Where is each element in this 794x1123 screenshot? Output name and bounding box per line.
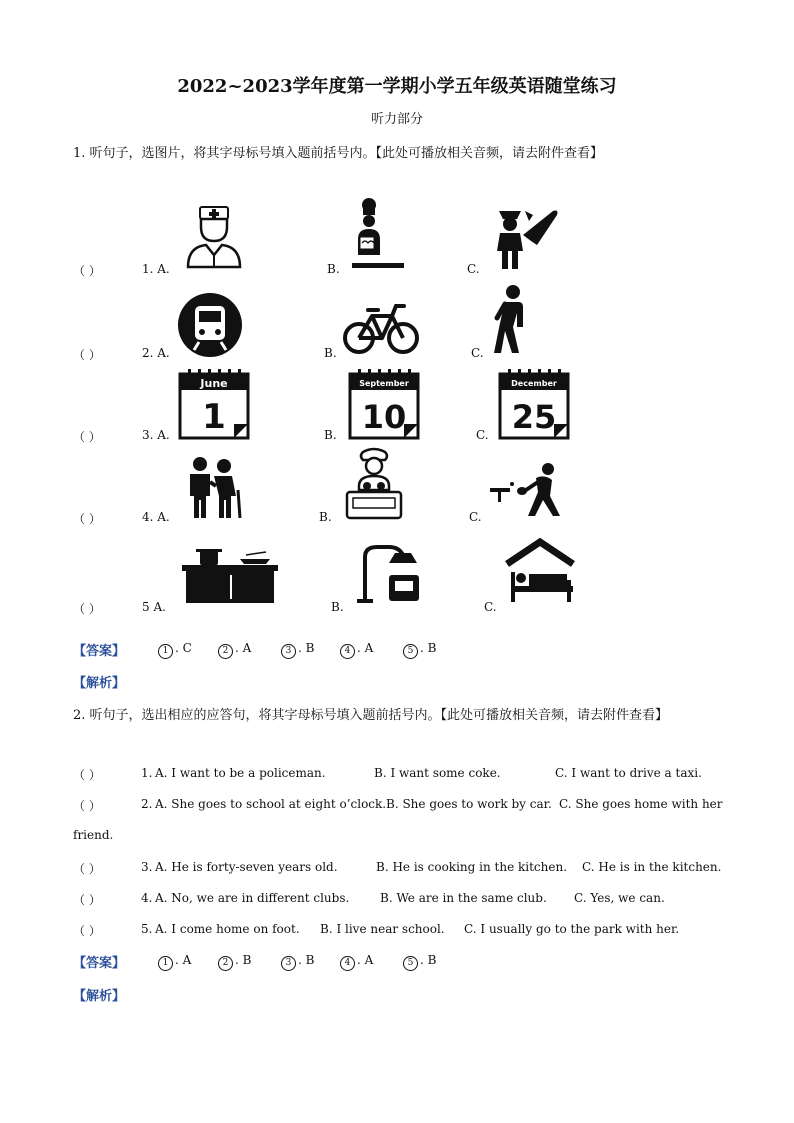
- q2-row1-a: A. I want to be a policeman.: [155, 766, 326, 780]
- q2-answer-5-value: . B: [420, 953, 437, 967]
- q2-answer-2-value: . B: [235, 953, 252, 967]
- calendar-september-day: 10: [361, 398, 407, 436]
- q2-answer-3: [281, 953, 314, 971]
- q2-row4-b: B. We are in the same club.: [380, 891, 547, 905]
- q1-row4-num: 4. A.: [142, 510, 170, 524]
- q2-row3-a: A. He is forty-seven years old.: [155, 860, 338, 874]
- q1-answer-4: [340, 641, 373, 659]
- calendar-june-icon: [178, 368, 250, 440]
- q2-row1-c: C. I want to drive a taxi.: [555, 766, 702, 780]
- q1-row1-b: B.: [327, 262, 340, 276]
- q2-row2-a: A. She goes to school at eight o’clock.: [155, 797, 387, 811]
- q2-answer-4-value: . A: [357, 953, 374, 967]
- q1-answer-tag: 【答案】: [73, 644, 126, 659]
- calendar-december-day: 25: [511, 398, 557, 436]
- q2-row4-paren[interactable]: （ ）: [73, 893, 101, 907]
- q1-answer-2-value: . A: [235, 641, 252, 655]
- q1-row1-num: 1. A.: [142, 262, 170, 276]
- q2-answer-5-num: 5: [403, 956, 418, 971]
- q1-answer-4-num: 4: [340, 644, 355, 659]
- calendar-december-month: December: [511, 379, 557, 388]
- q2-answer-5: [403, 953, 436, 971]
- q2-row3-b: B. He is cooking in the kitchen.: [376, 860, 568, 874]
- q1-answer-2: [218, 641, 251, 659]
- q2-row2-c: C. She goes home with her: [559, 797, 723, 811]
- q1-row4-c: C.: [469, 510, 482, 524]
- q2-row1-b: B. I want some coke.: [374, 766, 501, 780]
- q2-answer-2-num: 2: [218, 956, 233, 971]
- q1-row4-paren[interactable]: （ ）: [73, 512, 101, 526]
- calendar-september-month: September: [359, 379, 409, 388]
- q1-answer-1-value: . C: [175, 641, 192, 655]
- q2-answer-1-num: 1: [158, 956, 173, 971]
- q1-answer-5: [403, 641, 436, 659]
- q2-row5-c: C. I usually go to the park with her.: [464, 922, 680, 936]
- q1-answer-5-num: 5: [403, 644, 418, 659]
- q2-row3-num: 3.: [141, 860, 153, 874]
- chef-icon: [352, 197, 404, 269]
- q1-answer-2-num: 2: [218, 644, 233, 659]
- q1-row2-paren[interactable]: （ ）: [73, 348, 101, 362]
- doctor-icon: [186, 205, 242, 269]
- q1-answer-3: [281, 641, 314, 659]
- q1-row5-c: C.: [484, 600, 497, 614]
- q2-row1-num: 1.: [141, 766, 153, 780]
- q1-answer-4-value: . A: [357, 641, 374, 655]
- q2-row5-a: A. I come home on foot.: [155, 922, 300, 936]
- floor-lamp-sofa-icon: [355, 545, 421, 605]
- q1-row2-b: B.: [324, 346, 337, 360]
- q2-answer-2: [218, 953, 251, 971]
- q1-row4-b: B.: [319, 510, 332, 524]
- q2-row2-wrap: friend.: [73, 828, 114, 842]
- q2-row3-c: C. He is in the kitchen.: [582, 860, 722, 874]
- q1-row2-num: 2. A.: [142, 346, 170, 360]
- q1-analysis-tag: 【解析】: [73, 676, 126, 691]
- q1-row3-c: C.: [476, 428, 489, 442]
- bicycle-icon: [342, 298, 420, 356]
- kitchen-counter-icon: [180, 545, 280, 605]
- q2-row1-paren[interactable]: （ ）: [73, 768, 101, 782]
- bedroom-house-icon: [505, 540, 575, 606]
- q1-row3-paren[interactable]: （ ）: [73, 430, 101, 444]
- q1-row1-c: C.: [467, 262, 480, 276]
- q2-row3-paren[interactable]: （ ）: [73, 862, 101, 876]
- subway-train-icon: [177, 292, 243, 358]
- q2-row2-paren[interactable]: （ ）: [73, 799, 101, 813]
- q2-row4-num: 4.: [141, 891, 153, 905]
- q1-row3-num: 3. A.: [142, 428, 170, 442]
- q1-row5-paren[interactable]: （ ）: [73, 602, 101, 616]
- q1-row3-b: B.: [324, 428, 337, 442]
- q1-instruction: 1. 听句子，选图片，将其字母标号填入题前括号内。【此处可播放相关音频，请去附件查看】: [73, 146, 604, 161]
- q2-row4-c: C. Yes, we can.: [574, 891, 665, 905]
- q2-row5-b: B. I live near school.: [320, 922, 445, 936]
- q1-row5-num: 5 A.: [142, 600, 166, 614]
- q1-answer-1-num: 1: [158, 644, 173, 659]
- calendar-june-month: June: [200, 377, 228, 390]
- q2-answer-1-value: . A: [175, 953, 192, 967]
- q2-row5-paren[interactable]: （ ）: [73, 924, 101, 938]
- helping-elderly-icon: [184, 456, 244, 520]
- q2-answer-3-value: . B: [298, 953, 315, 967]
- q2-row5-num: 5.: [141, 922, 153, 936]
- walking-person-icon: [493, 284, 529, 356]
- q2-answer-1: [158, 953, 191, 971]
- q1-row2-c: C.: [471, 346, 484, 360]
- q2-answer-4-num: 4: [340, 956, 355, 971]
- q2-answer-3-num: 3: [281, 956, 296, 971]
- q2-answer-4: [340, 953, 373, 971]
- calendar-december-icon: [498, 368, 570, 440]
- q1-answer-3-num: 3: [281, 644, 296, 659]
- ping-pong-player-icon: [488, 462, 574, 518]
- cooking-person-icon: [343, 448, 405, 520]
- q1-row5-b: B.: [331, 600, 344, 614]
- q2-row4-a: A. No, we are in different clubs.: [155, 891, 350, 905]
- q1-answer-3-value: . B: [298, 641, 315, 655]
- q2-instruction: 2. 听句子，选出相应的应答句，将其字母标号填入题前括号内。【此处可播放相关音频，请去附件查看】: [73, 708, 669, 723]
- pilot-icon: [489, 205, 559, 271]
- q1-answer-5-value: . B: [420, 641, 437, 655]
- q2-row2-num: 2.: [141, 797, 153, 811]
- calendar-june-day: 1: [202, 397, 226, 437]
- calendar-september-icon: [348, 368, 420, 440]
- section-subtitle: 听力部分: [370, 112, 423, 127]
- page-title: 2022~2023学年度第一学期小学五年级英语随堂练习: [177, 76, 617, 97]
- q2-analysis-tag: 【解析】: [73, 989, 126, 1004]
- q2-answer-tag: 【答案】: [73, 956, 126, 971]
- q1-answer-1: [158, 641, 192, 659]
- q2-row2-b: B. She goes to work by car.: [386, 797, 552, 811]
- q1-row1-paren[interactable]: （ ）: [73, 264, 101, 278]
